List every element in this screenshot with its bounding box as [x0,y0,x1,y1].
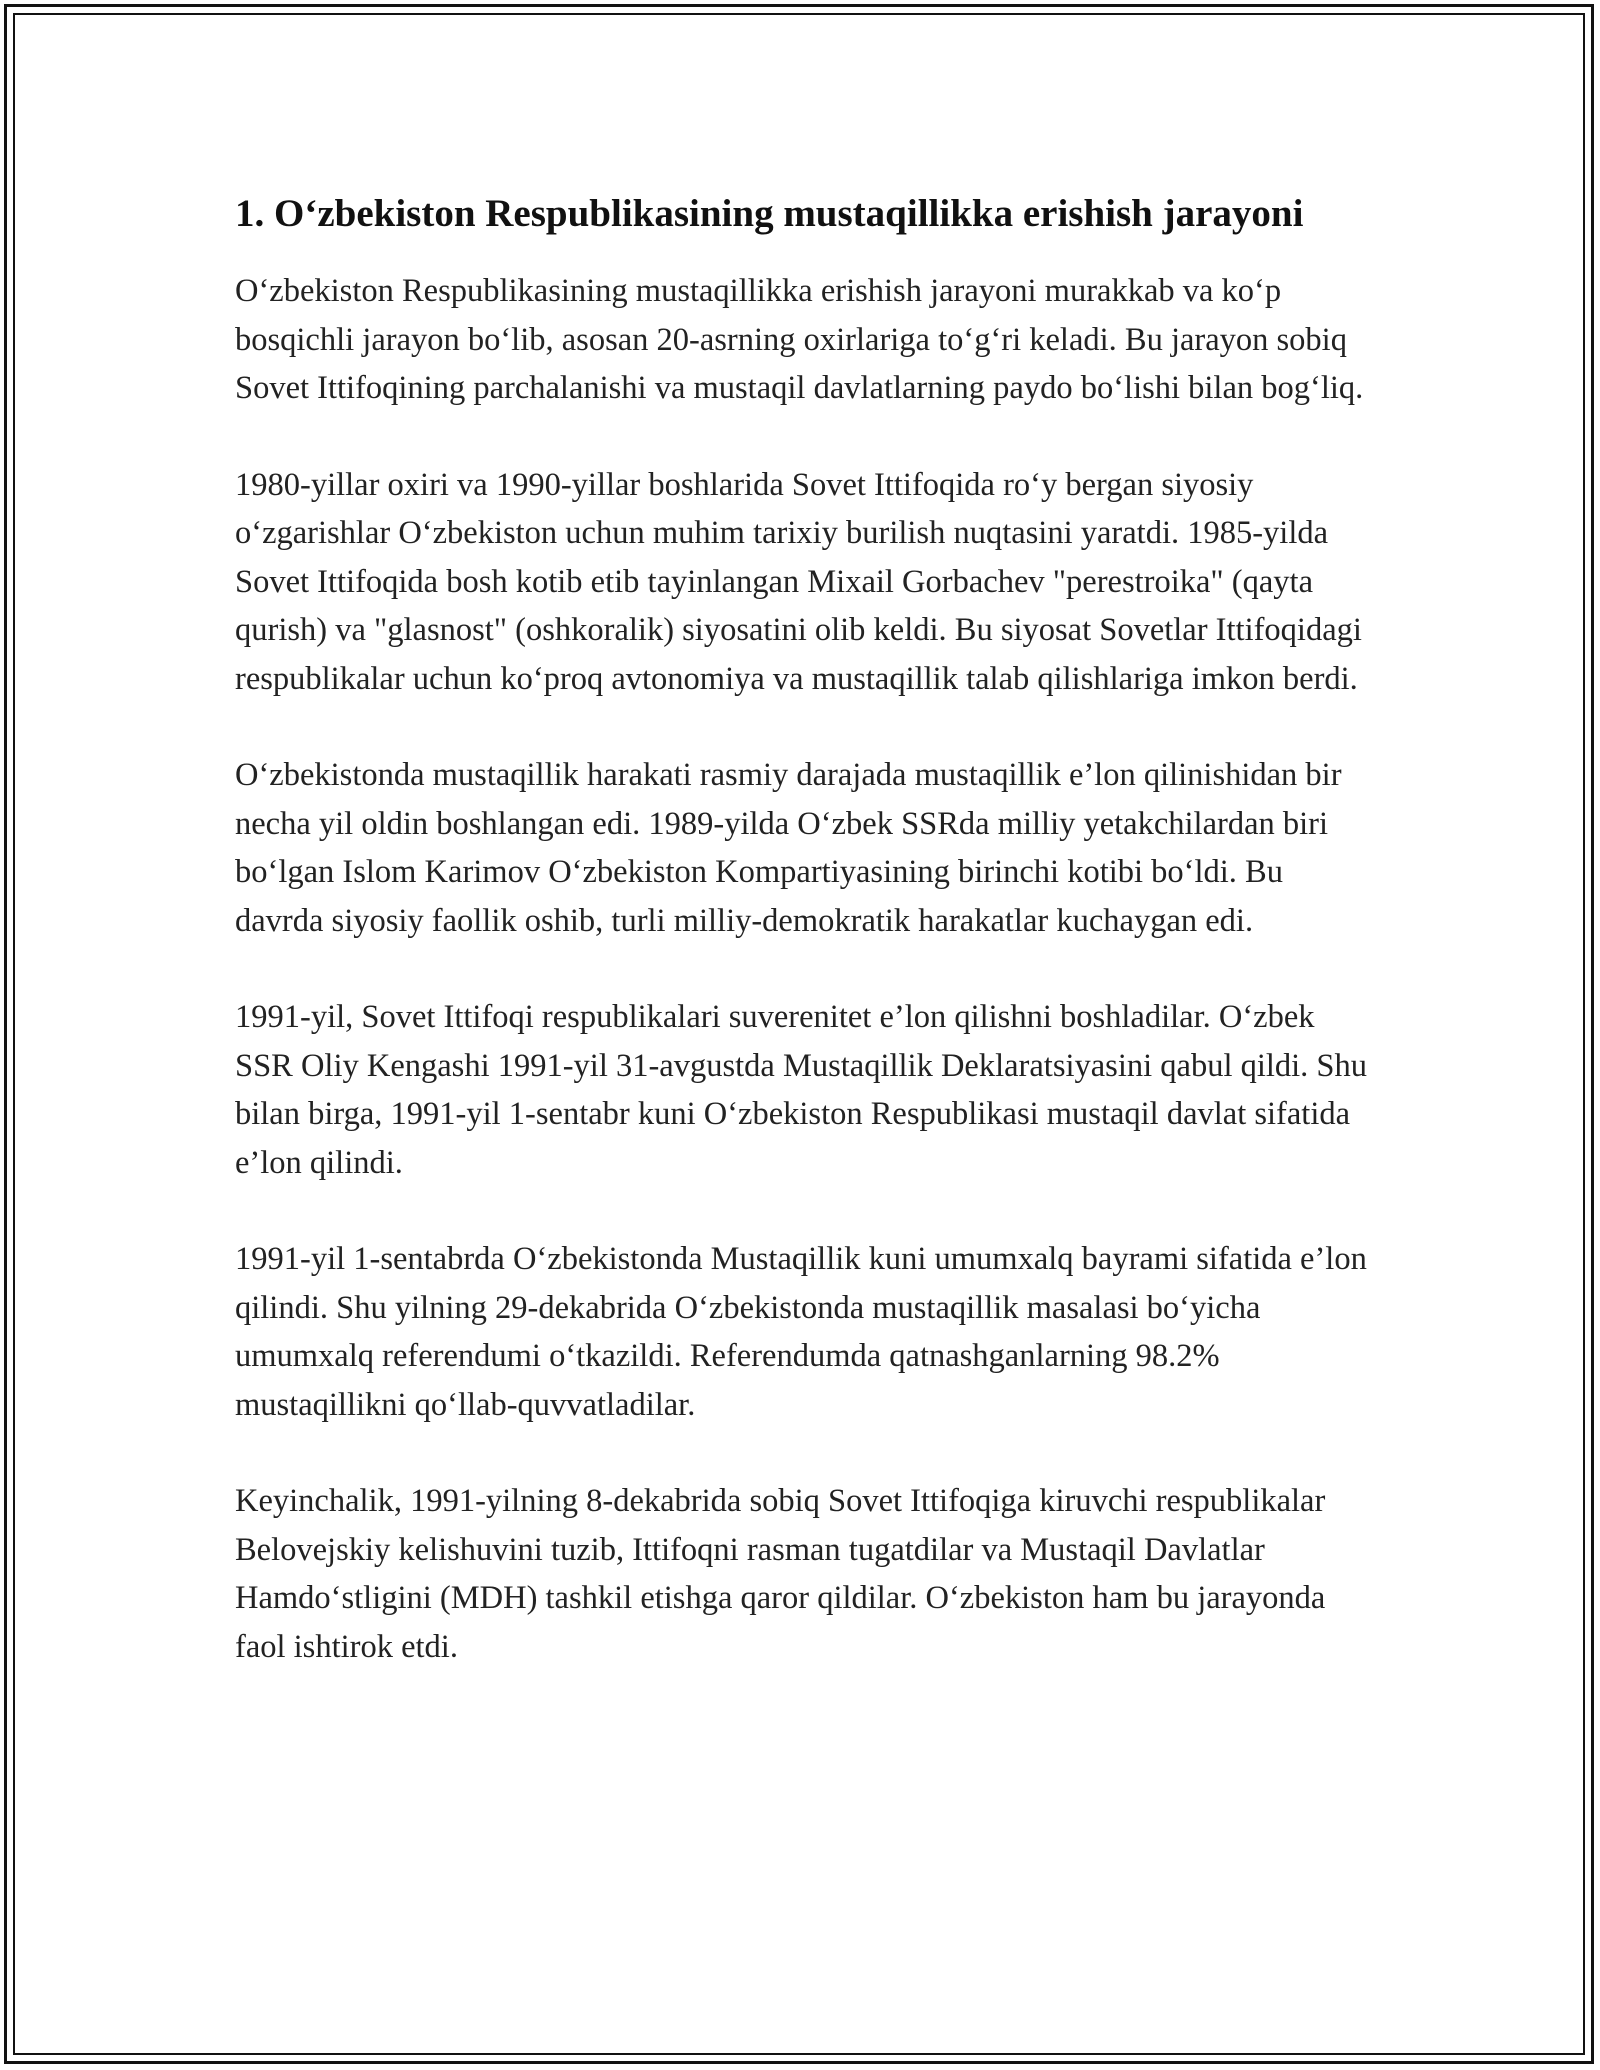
paragraph-3: Oʻzbekistonda mustaqillik harakati rasmiy darajada mustaqillik e’lon qilinishidan bir necha yil oldin boshlangan edi. 1989-yilda Oʻzbek SSRda milliy yetakchilardan biri boʻlgan Islom Karimov Oʻzbekiston Kompartiyasining birinchi kotibi boʻldi. Bu davrda siyosiy faollik oshib, turli milliy-demokratik harakatlar kuchaygan edi. [235,757,1342,939]
document-body [235,186,1370,1719]
document-title: 1. Oʻzbekiston Respublikasining mustaqillikka erishish jarayoni [235,192,1304,235]
paragraph-6: Keyinchalik, 1991-yilning 8-dekabrida sobiq Sovet Ittifoqiga kiruvchi respublikalar Belovejskiy kelishuvini tuzib, Ittifoqni rasman tugatdilar va Mustaqil Davlatlar Hamdoʻstligini (MDH) tashkil etishga qaror qildilar. Oʻzbekiston ham bu jarayonda faol ishtirok etdi. [235,1483,1326,1665]
paragraph-5: 1991-yil 1-sentabrda Oʻzbekistonda Mustaqillik kuni umumxalq bayrami sifatida e’lon qilindi. Shu yilning 29-dekabrida Oʻzbekistonda mustaqillik masalasi boʻyicha umumxalq referendumi oʻtkazildi. Referendumda qatnashganlarning 98.2% mustaqillikni qoʻllab-quvvatladilar. [235,1241,1367,1423]
paragraph-1: Oʻzbekiston Respublikasining mustaqillikka erishish jarayoni murakkab va koʻp bosqichli jarayon boʻlib, asosan 20-asrning oxirlariga toʻgʻri keladi. Bu jarayon sobiq Sovet Ittifoqining parchalanishi va mustaqil davlatlarning paydo boʻlishi bilan bogʻliq. [235,273,1364,406]
paragraph-2: 1980-yillar oxiri va 1990-yillar boshlarida Sovet Ittifoqida roʻy bergan siyosiy oʻzgarishlar Oʻzbekiston uchun muhim tarixiy burilish nuqtasini yaratdi. 1985-yilda Sovet Ittifoqida bosh kotib etib tayinlangan Mixail Gorbachev "perestroika" (qayta qurish) va "glasnost" (oshkoralik) siyosatini olib keldi. Bu siyosat Sovetlar Ittifoqidagi respublikalar uchun koʻproq avtonomiya va mustaqillik talab qilishlariga imkon berdi. [235,466,1362,697]
paragraph-4: 1991-yil, Sovet Ittifoqi respublikalari suverenitet e’lon qilishni boshladilar. Oʻzbek SSR Oliy Kengashi 1991-yil 31-avgustda Mustaqillik Deklaratsiyasini qabul qildi. Shu bilan birga, 1991-yil 1-sentabr kuni Oʻzbekiston Respublikasi mustaqil davlat sifatida e’lon qilindi. [235,999,1368,1181]
